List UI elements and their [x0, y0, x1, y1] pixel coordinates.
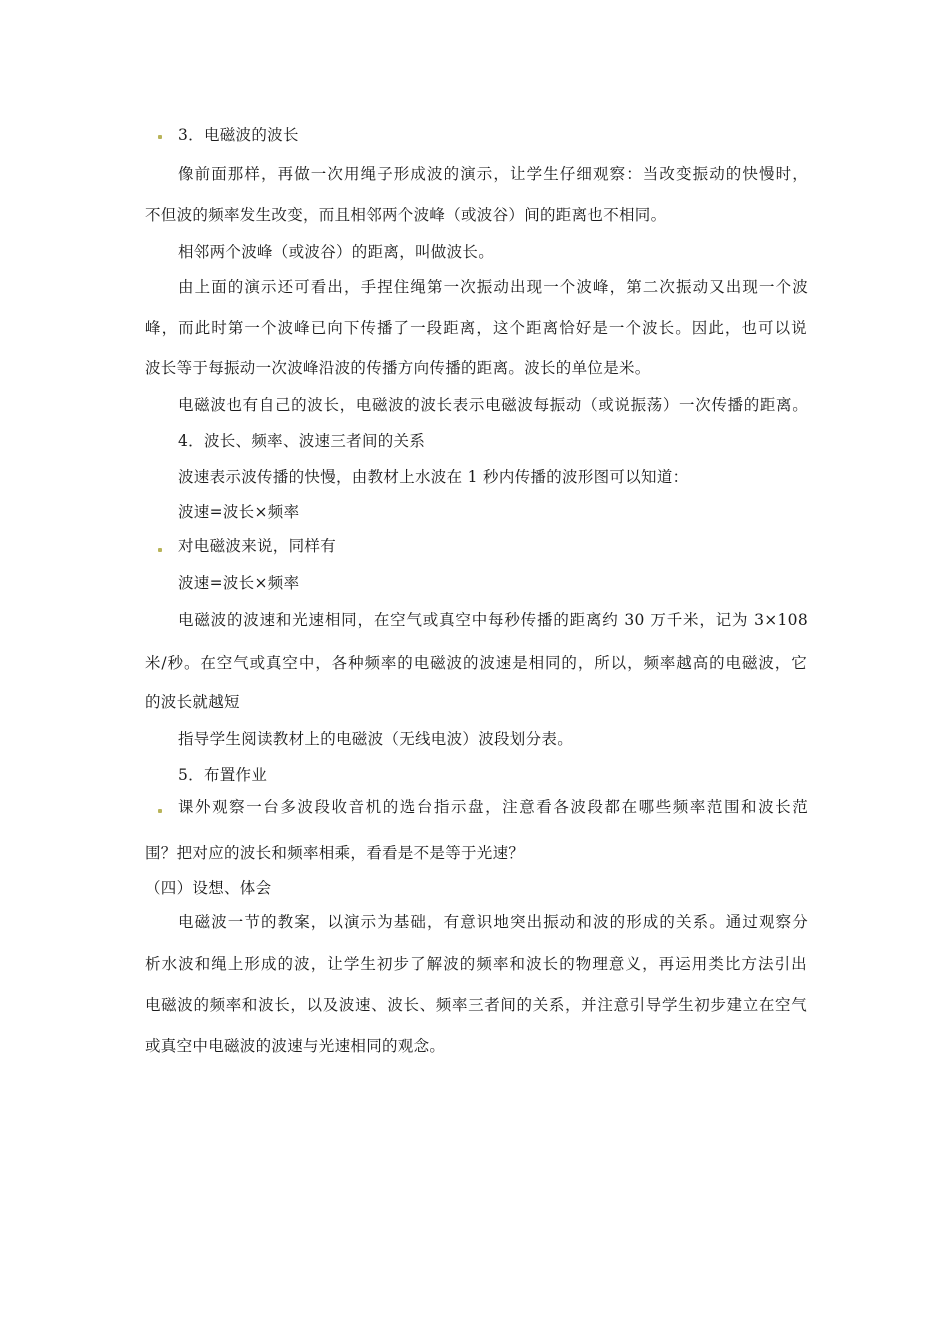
paragraph-line: 电磁波也有自己的波长，电磁波的波长表示电磁波每振动（或说振荡）一次传播的距离。: [178, 396, 808, 414]
paragraph-line: 相邻两个波峰（或波谷）的距离，叫做波长。: [178, 243, 495, 261]
paragraph-line: 对电磁波来说，同样有: [178, 537, 337, 555]
paragraph-line: 像前面那样，再做一次用绳子形成波的演示，让学生仔细观察：当改变振动的快慢时，: [178, 165, 808, 183]
paragraph-line: 不但波的频率发生改变，而且相邻两个波峰（或波谷）间的距离也不相同。: [145, 206, 667, 224]
paragraph-line: 电磁波的波速和光速相同，在空气或真空中每秒传播的距离约 30 万千米，记为 3×108: [178, 611, 808, 629]
section-heading: 5．布置作业: [178, 766, 268, 784]
mark-dot: [158, 809, 162, 813]
formula-line: 波速=波长×频率: [178, 503, 300, 521]
paragraph-line: 波长等于每振动一次波峰沿波的传播方向传播的距离。波长的单位是米。: [145, 359, 651, 377]
mark-dot: [158, 548, 162, 552]
paragraph-line: 由上面的演示还可看出，手捏住绳第一次振动出现一个波峰，第二次振动又出现一个波: [178, 278, 808, 296]
paragraph-line: 指导学生阅读教材上的电磁波（无线电波）波段划分表。: [178, 730, 574, 748]
paragraph-line: 析水波和绳上形成的波，让学生初步了解波的频率和波长的物理意义，再运用类比方法引出: [145, 955, 807, 973]
paragraph-line: 围？把对应的波长和频率相乘，看看是不是等于光速？: [145, 844, 525, 862]
paragraph-line: 电磁波一节的教案，以演示为基础，有意识地突出振动和波的形成的关系。通过观察分: [178, 913, 808, 931]
paragraph-line: 电磁波的频率和波长，以及波速、波长、频率三者间的关系，并注意引导学生初步建立在空气: [145, 996, 807, 1014]
section-heading: 3．电磁波的波长: [178, 126, 299, 144]
mark-dot: [158, 135, 162, 139]
paragraph-line: 的波长就越短: [145, 693, 240, 711]
formula-line: 波速=波长×频率: [178, 574, 300, 592]
paragraph-line: 波速表示波传播的快慢，由教材上水波在 1 秒内传播的波形图可以知道：: [178, 468, 689, 486]
paragraph-line: 课外观察一台多波段收音机的选台指示盘，注意看各波段都在哪些频率范围和波长范: [178, 798, 808, 816]
section-heading: 4．波长、频率、波速三者间的关系: [178, 432, 426, 450]
paragraph-line: 峰，而此时第一个波峰已向下传播了一段距离，这个距离恰好是一个波长。因此，也可以说: [145, 319, 807, 337]
paragraph-line: 或真空中电磁波的波速与光速相同的观念。: [145, 1037, 446, 1055]
paragraph-line: 米/秒。在空气或真空中，各种频率的电磁波的波速是相同的，所以，频率越高的电磁波，它: [145, 654, 807, 672]
section-heading: （四）设想、体会: [145, 879, 272, 897]
